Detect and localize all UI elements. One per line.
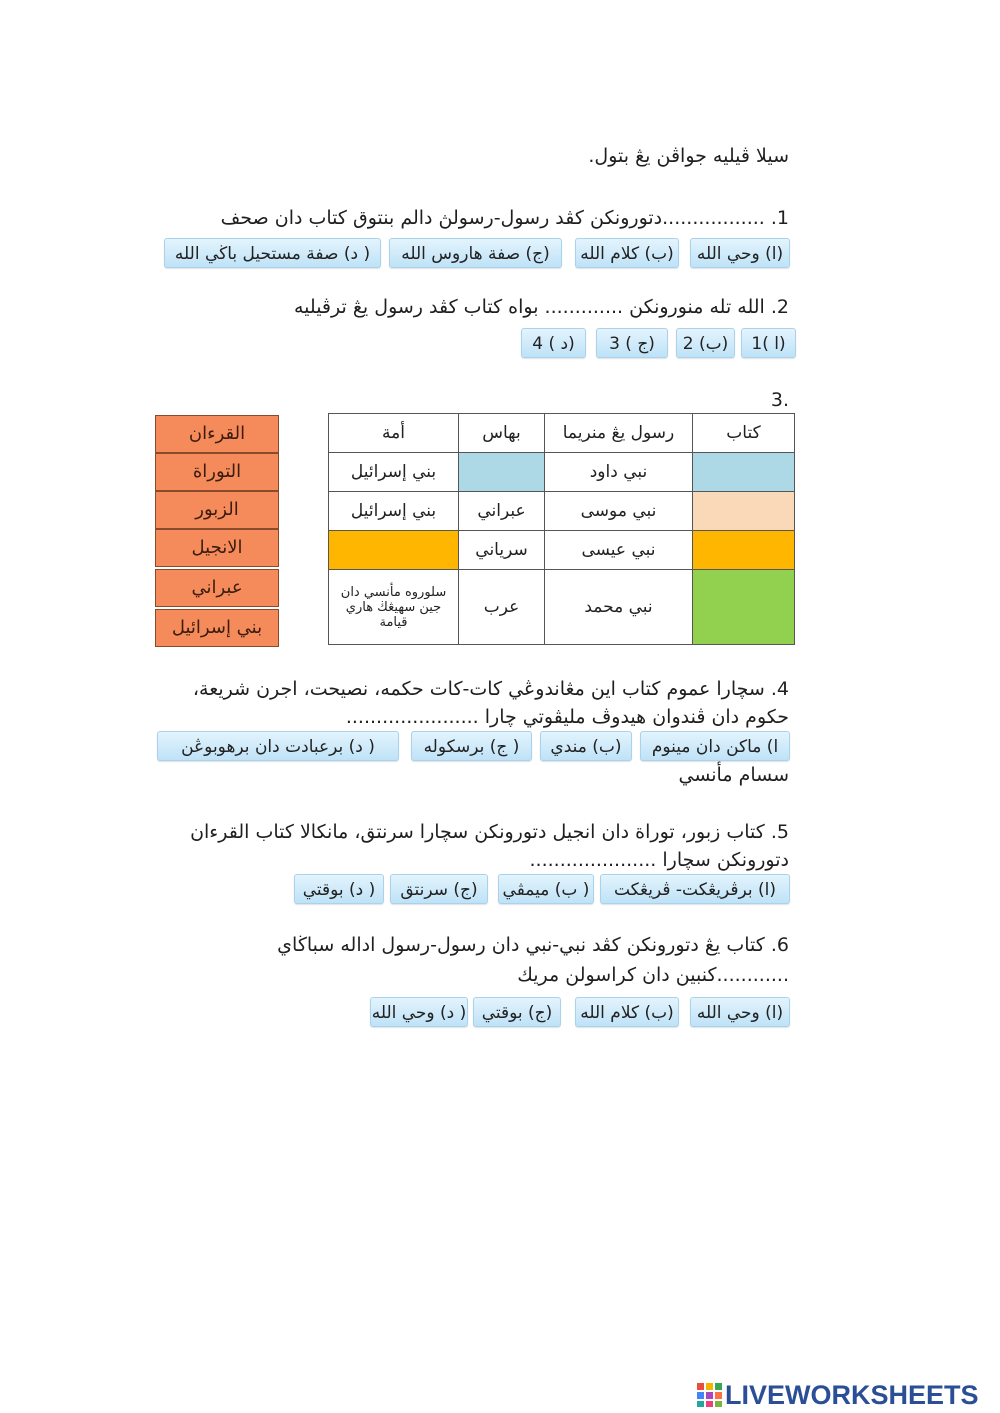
q5-option-a[interactable]: (ا) برڤريڠكت- ڤريڠكت — [600, 874, 790, 904]
q4-option-d[interactable]: ( د) برعبادت دان برهوبوڠن — [157, 731, 399, 761]
q1-option-a[interactable]: (ا) وحي الله — [690, 238, 790, 268]
cell-rasul: نبي عيسى — [545, 531, 693, 570]
drag-item-ibrani[interactable]: عبراني — [155, 569, 279, 607]
question-4-line-1: 4. سچارا عموم كتاب اين مڠاندوڠي كات-كات حكمه، نصيحت، اجرن شريعة، — [192, 678, 789, 700]
q6-option-d[interactable]: ( د) وحي الله — [370, 997, 468, 1027]
q2-option-a[interactable]: (ا )1 — [741, 328, 796, 358]
question-6-line-1: 6. كتاب يڠ دتورونكن كڤد نبي-نبي دان رسول-رسول اداله سباڬاي — [277, 934, 789, 956]
q6-option-b[interactable]: (ب) كلام الله — [575, 997, 679, 1027]
cell-umat: بني إسرائيل — [329, 453, 459, 492]
question-3-label: 3. — [770, 389, 789, 411]
drop-zone-book-3[interactable] — [693, 531, 795, 570]
question-4-line-2: حكوم دان ڤندوان هيدوڤ مليڤوتي چارا ...................... — [345, 706, 789, 728]
cell-language: عبراني — [459, 492, 545, 531]
header-umat: أمة — [329, 414, 459, 453]
question-2-text: 2. الله تله منورونكن ............. بواه كتاب كڤد رسول يڠ ترڤيليه — [293, 296, 789, 318]
q4-option-b[interactable]: (ب) مندي — [540, 731, 632, 761]
q6-option-c[interactable]: (ج) بوقتي — [473, 997, 561, 1027]
question-5-line-2: دتورونكن سچارا ..................... — [529, 849, 789, 871]
drag-item-zabur[interactable]: الزبور — [155, 491, 279, 529]
cell-language: سرياني — [459, 531, 545, 570]
cell-rasul: نبي محمد — [545, 570, 693, 645]
header-rasul: رسول يڠ منريما — [545, 414, 693, 453]
brand-name: LIVEWORKSHEETS — [725, 1380, 979, 1410]
drop-zone-language-1[interactable] — [459, 453, 545, 492]
drop-zone-book-2[interactable] — [693, 492, 795, 531]
drag-item-quran[interactable]: القرءان — [155, 415, 279, 453]
instruction-text: سيلا ڤيليه جواڤن يڠ بتول. — [588, 145, 789, 167]
drop-zone-book-1[interactable] — [693, 453, 795, 492]
drag-item-injil[interactable]: الانجيل — [155, 529, 279, 567]
question-6-line-2: ............كنبين دان كراسولن مريك — [517, 964, 789, 986]
q5-option-d[interactable]: ( د) بوقتي — [294, 874, 384, 904]
q1-option-c[interactable]: (ج) صفة هاروس الله — [389, 238, 562, 268]
matching-table — [328, 413, 795, 645]
q4-option-c[interactable]: ( ج) برسكوله — [411, 731, 532, 761]
q4-option-a[interactable]: ا) ماكن دان مينوم — [640, 731, 790, 761]
q2-option-d[interactable]: (د ) 4 — [521, 328, 586, 358]
question-5-line-1: 5. كتاب زبور، توراة دان انجيل دتورونكن سچارا سرنتق، مانكالا كتاب القرءان — [190, 821, 789, 843]
q5-option-b[interactable]: ( ب) ميمڤي — [498, 874, 594, 904]
q1-option-d[interactable]: ( د) صفة مستحيل باڬي الله — [164, 238, 381, 268]
cell-umat: سلوروه مأنسي دان جين سهيڠڬ هاري قيامة — [329, 570, 459, 645]
q6-option-a[interactable]: (ا) وحي الله — [690, 997, 790, 1027]
q4-option-a-continuation: سسام مأنسي — [678, 764, 789, 786]
q5-option-c[interactable]: (ج) سرنتق — [390, 874, 488, 904]
header-language: بهاس — [459, 414, 545, 453]
drag-item-bani-israil[interactable]: بني إسرائيل — [155, 609, 279, 647]
drop-zone-umat-3[interactable] — [329, 531, 459, 570]
cell-language: عرب — [459, 570, 545, 645]
cell-rasul: نبي موسى — [545, 492, 693, 531]
liveworksheets-logo-icon — [697, 1383, 723, 1407]
cell-umat: بني إسرائيل — [329, 492, 459, 531]
header-book: كتاب — [693, 414, 795, 453]
q1-option-b[interactable]: (ب) كلام الله — [575, 238, 679, 268]
q2-option-c[interactable]: (ج ) 3 — [596, 328, 668, 358]
question-1-text: 1. .................دتورونكن كڤد رسول-رسولڽ دالم بنتوق كتاب دان صحف — [220, 207, 789, 229]
cell-rasul: نبي داود — [545, 453, 693, 492]
drag-item-taurat[interactable]: التوراة — [155, 453, 279, 491]
q2-option-b[interactable]: (ب) 2 — [676, 328, 735, 358]
drop-zone-book-4[interactable] — [693, 570, 795, 645]
